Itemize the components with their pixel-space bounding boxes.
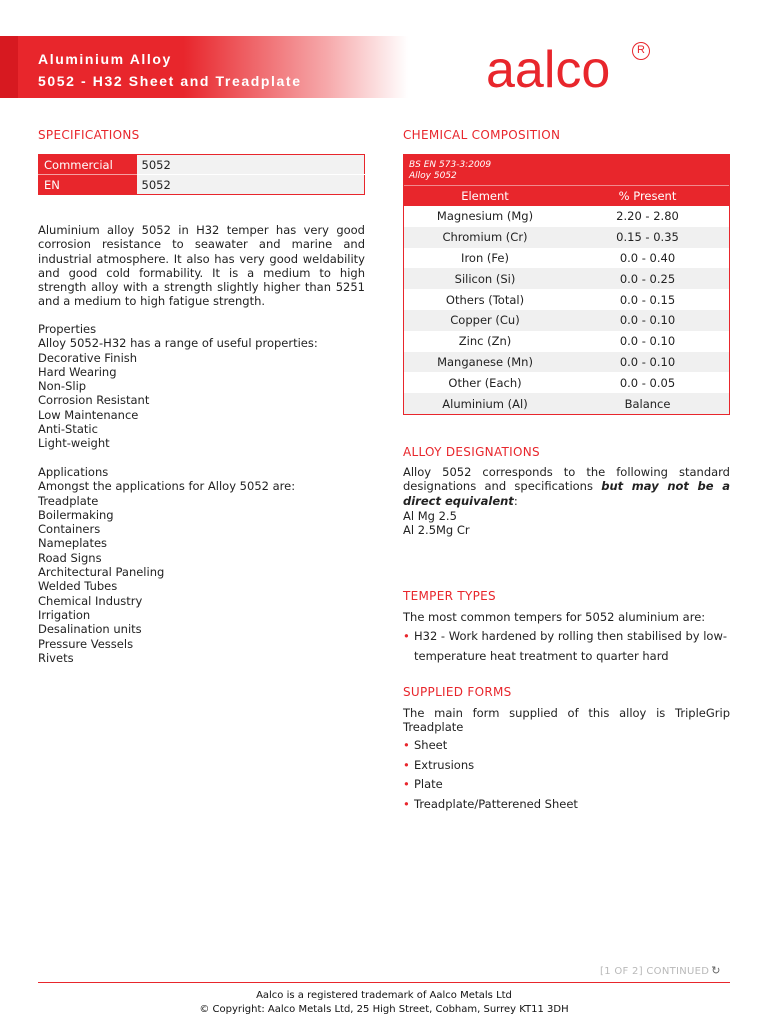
list-item: • Plate	[403, 775, 730, 795]
element-cell: Copper (Cu)	[450, 313, 520, 328]
properties-section	[38, 322, 365, 451]
chemical-composition-table	[403, 154, 730, 415]
footer-copyright: © Copyright: Aalco Metals Ltd, 25 High Street, Cobham, Surrey KT11 3DH	[199, 1004, 569, 1015]
list-item: Low Maintenance	[38, 407, 139, 422]
element-cell: Manganese (Mn)	[437, 354, 533, 369]
chemical-composition-heading: CHEMICAL COMPOSITION	[403, 128, 561, 142]
specifications-heading: SPECIFICATIONS	[38, 128, 140, 142]
list-item: • Extrusions	[403, 756, 730, 776]
element-cell: Aluminium (Al)	[442, 396, 528, 411]
temper-types-heading: TEMPER TYPES	[403, 589, 496, 603]
caption-standard: BS EN 573-3:2009	[409, 160, 492, 170]
title-line-1: Aluminium Alloy	[38, 51, 172, 67]
element-cell: Magnesium (Mg)	[436, 209, 534, 224]
present-cell: 0.0 - 0.10	[619, 334, 676, 349]
list-item: Light-weight	[38, 436, 110, 451]
document-title	[38, 48, 302, 92]
element-cell: Others (Total)	[445, 292, 525, 307]
supplied-forms-heading: SUPPLIED FORMS	[403, 685, 512, 699]
caption-alloy: Alloy 5052	[409, 171, 457, 181]
tempers-lead: The most common tempers for 5052 aluminium are:	[403, 610, 706, 624]
present-cell: 0.0 - 0.40	[619, 250, 676, 265]
list-item: Desalination units	[38, 622, 142, 637]
table-row	[404, 206, 729, 227]
list-item: Al 2.5Mg Cr	[403, 523, 470, 538]
element-cell: Chromium (Cr)	[442, 230, 528, 245]
list-item: Al Mg 2.5	[403, 509, 457, 523]
spec-value: 5052	[137, 155, 365, 175]
specifications-table	[38, 154, 365, 195]
spec-key: Commercial	[39, 155, 137, 175]
aalco-logo: aalco	[486, 41, 611, 99]
table-row	[404, 268, 729, 289]
present-cell: 0.0 - 0.05	[619, 375, 676, 390]
alloy-designations-heading: ALLOY DESIGNATIONS	[403, 445, 540, 459]
applications-title: Applications	[38, 465, 109, 479]
table-row	[404, 227, 729, 248]
footer-divider	[38, 982, 730, 983]
designations-paragraph	[403, 465, 730, 508]
table-caption	[404, 155, 729, 185]
list-item: Non-Slip	[38, 379, 87, 394]
list-item: Architectural Paneling	[38, 565, 165, 580]
list-item: Nameplates	[38, 536, 108, 551]
list-item: • Treadplate/Patterened Sheet	[403, 795, 730, 815]
present-cell: 0.0 - 0.10	[619, 313, 676, 328]
intro-paragraph: Aluminium alloy 5052 in H32 temper has very good corrosion resistance to seawater and marine and industrial atmosphere. It also has very good weldability and good cold formability. It is a medium to high strength alloy with a strength slightly higher than 5251 and a medium to high fatigue strength.	[38, 223, 365, 309]
present-cell: 0.0 - 0.25	[619, 271, 676, 286]
list-item: Anti-Static	[38, 422, 98, 437]
properties-title: Properties	[38, 322, 97, 336]
footer-trademark: Aalco is a registered trademark of Aalco Metals Ltd	[256, 990, 512, 1001]
title-line-2: 5052 - H32 Sheet and Treadplate	[38, 73, 302, 89]
table-row	[404, 352, 729, 373]
present-cell: 0.0 - 0.15	[619, 292, 676, 307]
designations-colon: :	[513, 493, 518, 508]
list-item: Hard Wearing	[38, 364, 117, 379]
spec-value: 5052	[137, 175, 365, 195]
list-item: Irrigation	[38, 607, 91, 622]
table-header-row	[404, 185, 729, 206]
designations-list	[403, 509, 730, 538]
present-cell: Balance	[624, 396, 671, 411]
properties-lead: Alloy 5052-H32 has a range of useful properties:	[38, 336, 318, 351]
table-row	[404, 331, 729, 352]
list-item: Boilermaking	[38, 507, 114, 522]
table-row	[404, 289, 729, 310]
column-header-element: Element	[461, 189, 509, 203]
table-row	[404, 393, 729, 414]
forms-lead: The main form supplied of this alloy is TripleGrip Treadplate	[403, 706, 730, 735]
spec-key: EN	[39, 175, 137, 195]
list-item: Chemical Industry	[38, 593, 143, 608]
table-row	[404, 372, 729, 393]
list-item: Containers	[38, 522, 101, 537]
list-item: Road Signs	[38, 550, 102, 565]
header-edge-accent	[0, 36, 18, 98]
list-item: Treadplate	[38, 493, 99, 508]
list-item: Rivets	[38, 650, 74, 665]
list-item: Corrosion Resistant	[38, 393, 150, 408]
list-item: Pressure Vessels	[38, 636, 134, 651]
element-cell: Iron (Fe)	[461, 250, 509, 265]
element-cell: Other (Each)	[448, 375, 522, 390]
registered-mark-icon: R	[632, 42, 650, 60]
designations-emphasis: but may not be a direct equivalent	[403, 479, 730, 508]
continued-text: [1 OF 2] CONTINUED	[600, 966, 710, 977]
applications-section	[38, 465, 365, 665]
table-row	[39, 155, 365, 175]
applications-lead: Amongst the applications for Alloy 5052 are:	[38, 479, 296, 494]
tempers-list	[403, 627, 730, 666]
designations-text: Alloy 5052 corresponds to the following standard designations and specifications	[403, 465, 730, 494]
table-row	[39, 175, 365, 195]
list-item: • H32 - Work hardened by rolling then stabilised by low-temperature heat treatment to quarter hard	[403, 627, 730, 666]
table-row	[404, 310, 729, 331]
table-row	[404, 248, 729, 269]
present-cell: 2.20 - 2.80	[616, 209, 679, 224]
continue-arrow-icon: ↻	[711, 964, 721, 977]
table-body	[404, 206, 729, 414]
element-cell: Zinc (Zn)	[458, 334, 512, 349]
forms-list	[403, 736, 730, 814]
continued-indicator	[600, 964, 721, 977]
list-item: Welded Tubes	[38, 579, 118, 594]
present-cell: 0.0 - 0.10	[619, 354, 676, 369]
present-cell: 0.15 - 0.35	[616, 230, 679, 245]
element-cell: Silicon (Si)	[454, 271, 516, 286]
column-header-present: % Present	[618, 189, 677, 203]
list-item: Decorative Finish	[38, 350, 138, 365]
list-item: • Sheet	[403, 736, 730, 756]
